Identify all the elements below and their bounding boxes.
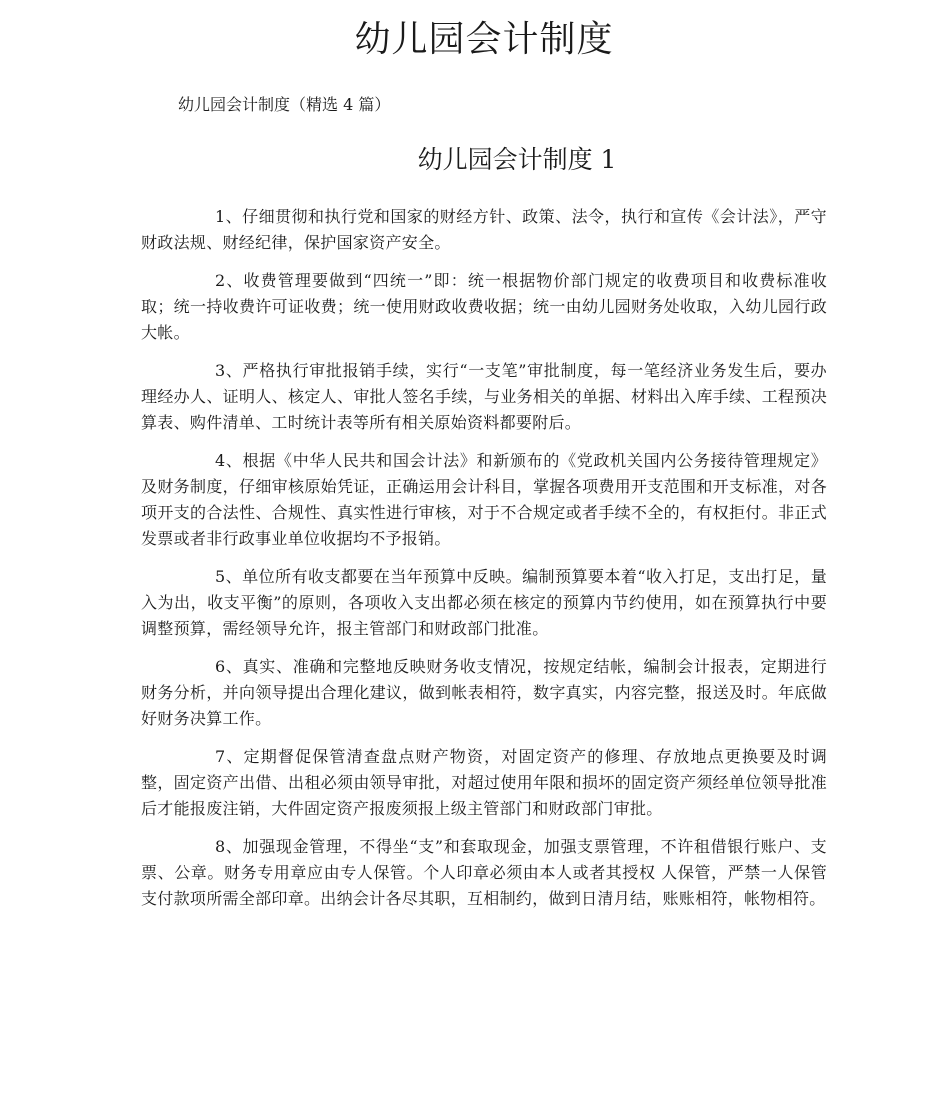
section-heading: 幼儿园会计制度 1 [417,145,617,174]
paragraph-6: 6、真实、准确和完整地反映财务收支情况，按规定结帐，编制会计报表，定期进行财务分析，并向领导提出合理化建议，做到帐表相符，数字真实，内容完整，报送及时。年底做好财务决算工作。 [141,657,827,728]
paragraph-4: 4、根据《中华人民共和国会计法》和新颁布的《党政机关国内公务接待管理规定》及财务制度，仔细审核原始凭证，正确运用会计科目，掌握各项费用开支范围和开支标准，对各项开支的合法性、合规性、真实性进行审核，对于不合规定或者手续不全的，有权拒付。非正式发票或者非行政事业单位收据均不予报销。 [141,451,827,548]
paragraph-2: 2、收费管理要做到“四统一”即：统一根据物价部门规定的收费项目和收费标准收取；统一持收费许可证收费；统一使用财政收费收据；统一由幼儿园财务处收取，入幼儿园行政大帐。 [141,271,827,342]
document-title: 幼儿园会计制度 [354,19,614,60]
paragraph-7: 7、定期督促保管清查盘点财产物资，对固定资产的修理、存放地点更换要及时调整，固定资产出借、出租必须由领导审批，对超过使用年限和损坏的固定资产须经单位领导批准后才能报废注销，大件固定资产报废须报上级主管部门和财政部门审批。 [141,747,827,818]
paragraph-8: 8、加强现金管理，不得坐“支”和套取现金，加强支票管理，不许租借银行账户、支票、公章。财务专用章应由专人保管。个人印章必须由本人或者其授权 人保管，严禁一人保管支付款项所需全部印章。出纳会计各尽其职，互相制约，做到日清月结，账账相符，帐物相符。 [141,837,827,908]
document-body [141,204,827,924]
document-subtitle: 幼儿园会计制度（精选 4 篇） [178,95,391,114]
paragraph-1: 1、仔细贯彻和执行党和国家的财经方针、政策、法令，执行和宣传《会计法》，严守财政法规、财经纪律，保护国家资产安全。 [141,207,827,252]
paragraph-5: 5、单位所有收支都要在当年预算中反映。编制预算要本着“收入打足，支出打足，量入为出，收支平衡”的原则，各项收入支出都必须在核定的预算内节约使用，如在预算执行中要调整预算，需经领导允许，报主管部门和财政部门批准。 [141,567,827,638]
paragraph-3: 3、严格执行审批报销手续，实行“一支笔”审批制度，每一笔经济业务发生后，要办理经办人、证明人、核定人、审批人签名手续，与业务相关的单据、材料出入库手续、工程预决算表、购件清单、工时统计表等所有相关原始资料都要附后。 [141,361,827,432]
